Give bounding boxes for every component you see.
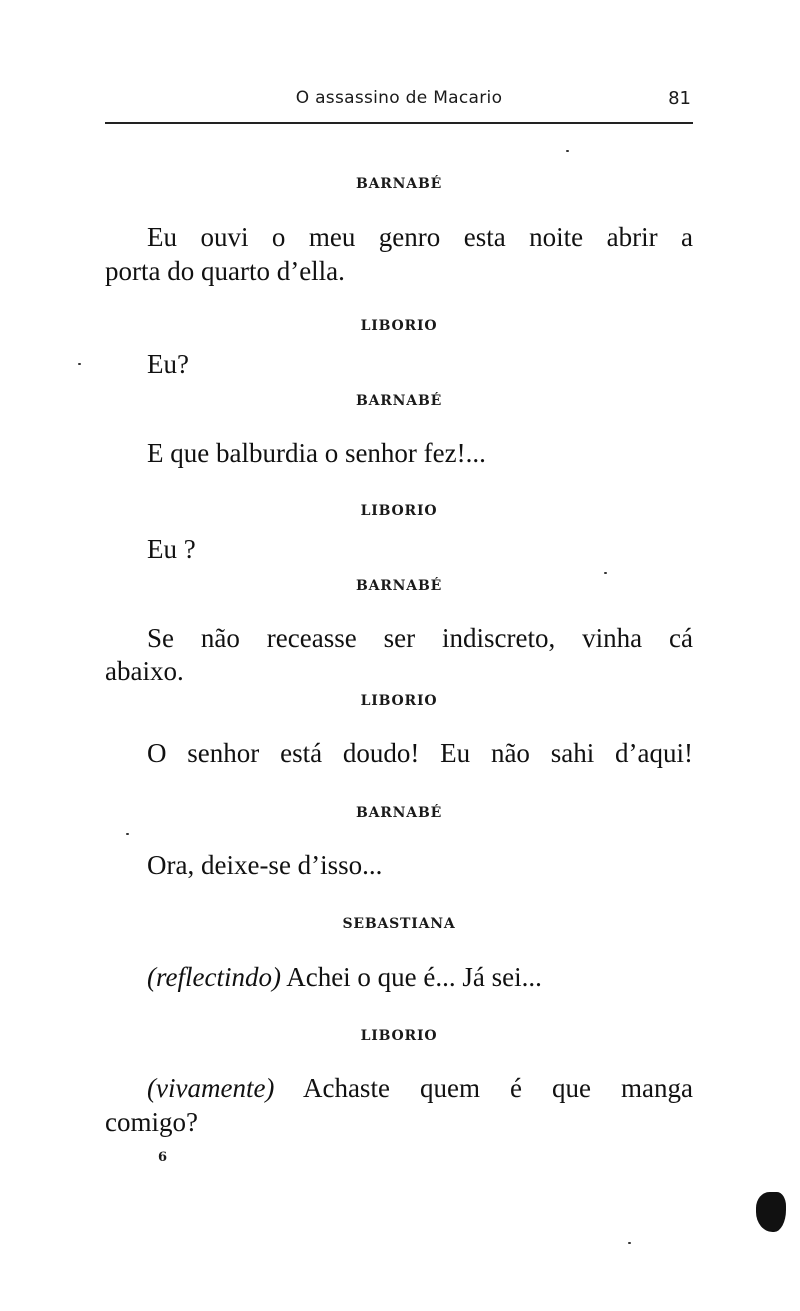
dialogue-line: abaixo. (105, 656, 184, 686)
dialogue-line: Eu ? (147, 534, 196, 564)
dialogue-line: Ora, deixe-se d’isso... (147, 850, 383, 880)
ink-blot (756, 1192, 786, 1232)
speaker-name: SEBASTIANA (342, 916, 456, 932)
speaker-name: LIBORIO (360, 693, 438, 709)
dialogue-line: Se não receasse ser indiscreto, vinha cá (147, 623, 693, 653)
dialogue-line: porta do quarto d’ella. (105, 256, 345, 286)
ink-speck (566, 150, 569, 152)
signature-mark: 6 (158, 1150, 168, 1165)
speaker-name: BARNABÉ (355, 578, 443, 594)
dialogue-block (105, 0, 693, 1311)
speaker-name: BARNABÉ (355, 393, 443, 409)
stage-direction: (vivamente) (147, 1073, 275, 1103)
running-title: O assassino de Macario (295, 88, 503, 108)
dialogue-line (105, 960, 693, 994)
ink-speck (604, 572, 607, 574)
dialogue-line (105, 1071, 693, 1105)
dialogue-line: E que balburdia o senhor fez!... (147, 438, 486, 468)
page-number: 81 (668, 88, 691, 109)
dialogue-line: comigo? (105, 1107, 198, 1137)
dialogue-line: Eu? (147, 349, 189, 379)
speaker-name: BARNABÉ (355, 176, 443, 192)
speaker-name: LIBORIO (360, 503, 438, 519)
ink-speck (126, 833, 129, 835)
speaker-name: LIBORIO (360, 318, 438, 334)
speaker-name: BARNABÉ (355, 805, 443, 821)
speaker-name: LIBORIO (360, 1028, 438, 1044)
dialogue-line: O senhor está doudo! Eu não sahi d’aqui! (147, 738, 693, 768)
ink-speck (78, 363, 81, 365)
dialogue-text: Achaste quem é que manga (302, 1073, 693, 1103)
dialogue-text: Achei o que é... Já sei... (286, 962, 542, 992)
dialogue-line: Eu ouvi o meu genro esta noite abrir a (147, 222, 693, 252)
ink-speck (628, 1242, 631, 1244)
stage-direction: (reflectindo) (147, 962, 281, 992)
